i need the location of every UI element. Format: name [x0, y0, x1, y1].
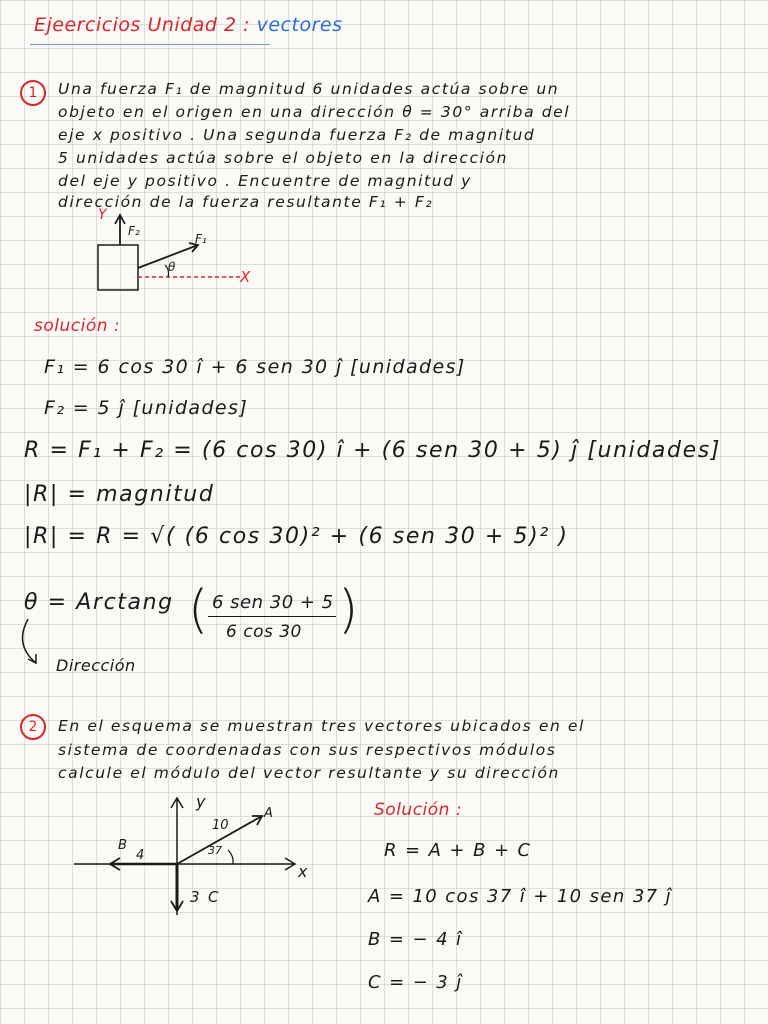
fraction-bar [208, 616, 336, 617]
object-box [98, 245, 138, 290]
p2-b-label: B [118, 838, 127, 853]
theta-prefix: θ = Arctang [24, 590, 174, 615]
problem-1-line-1: Una fuerza F₁ de magnitud 6 unidades actúa sobre un [58, 80, 560, 98]
problem-1-solution-label: solución : [34, 316, 121, 336]
angle-arc [228, 850, 233, 864]
p2-c-label: C [208, 888, 219, 906]
p2-equation-resultant: R = A + B + C [384, 840, 532, 861]
p2-equation-b: B = − 4 î [368, 929, 463, 950]
p2-c-magnitude: 3 [190, 888, 200, 906]
paren-left: ( [188, 580, 209, 640]
problem-1-line-3: eje x positivo . Una segunda fuerza F₂ de magnitud [58, 126, 536, 144]
paren-right: ) [338, 580, 359, 640]
equation-magnitude-def: |R| = magnitud [24, 482, 215, 507]
p1-y-label: Y [98, 207, 107, 223]
p1-f1-label: F₁ [195, 232, 207, 246]
problem-2-solution-label: Solución : [374, 800, 463, 820]
theta-numerator: 6 sen 30 + 5 [212, 592, 334, 613]
equation-resultant: R = F₁ + F₂ = (6 cos 30) î + (6 sen 30 + 5) ĵ [unidades] [24, 438, 721, 463]
p2-x-label: x [298, 862, 308, 881]
equation-f2: F₂ = 5 ĵ [unidades] [44, 397, 249, 419]
title-topic: vectores [256, 14, 343, 36]
p2-equation-a: A = 10 cos 37 î + 10 sen 37 ĵ [368, 886, 673, 907]
title-colon: : [243, 14, 251, 36]
problem-1-line-6: dirección de la fuerza resultante F₁ + F₂ [58, 193, 434, 211]
p2-a-label: A [264, 806, 273, 821]
p2-y-label: y [196, 792, 206, 811]
p1-x-label: X [240, 268, 251, 286]
problem-1-line-2: objeto en el origen en una dirección θ = 30° arriba del [58, 103, 571, 121]
p1-theta-label: θ [168, 260, 176, 274]
direction-curved-arrow-icon [14, 615, 54, 670]
problem-1-line-4: 5 unidades actúa sobre el objeto en la dirección [58, 149, 508, 167]
title-underline [30, 44, 270, 45]
equation-f1: F₁ = 6 cos 30 î + 6 sen 30 ĵ [unidades] [44, 356, 466, 378]
p2-a-magnitude: 10 [212, 818, 229, 833]
problem-2-line-1: En el esquema se muestran tres vectores ubicados en el [58, 717, 585, 735]
page-title [34, 14, 342, 36]
p2-equation-c: C = − 3 ĵ [368, 972, 463, 993]
direction-label: Dirección [56, 656, 136, 675]
p2-b-magnitude: 4 [136, 848, 145, 863]
title-unit: Ejeercicios Unidad 2 [34, 14, 237, 36]
theta-denominator: 6 cos 30 [226, 622, 302, 642]
problem-1-number: 1 [20, 80, 46, 106]
equation-magnitude: |R| = R = √( (6 cos 30)² + (6 sen 30 + 5)² ) [24, 524, 569, 549]
problem-2-line-3: calcule el módulo del vector resultante y su dirección [58, 764, 560, 782]
problem-2-number: 2 [20, 714, 46, 740]
problem-1-line-5: del eje y positivo . Encuentre de magnitud y [58, 172, 472, 190]
p2-angle-label: 37 [208, 844, 222, 857]
problem-2-line-2: sistema de coordenadas con sus respectivos módulos [58, 741, 557, 759]
p1-f2-label: F₂ [128, 224, 140, 238]
